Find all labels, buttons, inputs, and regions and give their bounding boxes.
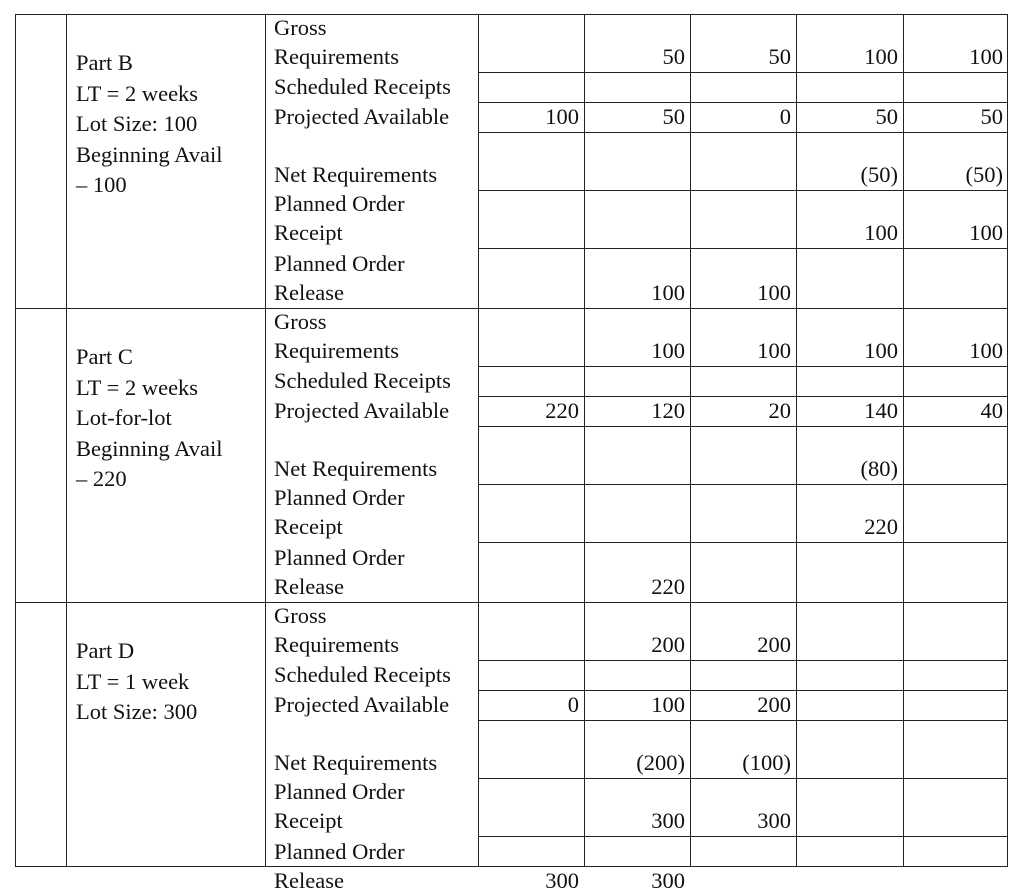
row-divider	[478, 132, 1008, 133]
row-label: Release	[274, 868, 344, 893]
cell-value: 300	[651, 808, 685, 833]
row-divider	[478, 248, 1008, 249]
cell-value: 50	[662, 104, 685, 129]
cell-value: 100	[969, 220, 1003, 245]
row-divider	[478, 778, 1008, 779]
part-info-line: Lot Size: 100	[76, 111, 198, 136]
cell-value: (80)	[860, 456, 898, 481]
row-label: Projected Available	[274, 104, 450, 129]
row-divider	[478, 426, 1008, 427]
row-label: Planned Order	[274, 251, 405, 276]
row-divider	[478, 836, 1008, 837]
cell-value: 0	[567, 692, 579, 717]
row-label: Net Requirements	[274, 456, 438, 481]
part-info-line: LT = 2 weeks	[76, 80, 199, 106]
row-label: Projected Available	[274, 398, 450, 423]
part-info-line: Beginning Avail	[76, 141, 223, 167]
part-info-line: Part B	[76, 50, 133, 75]
cell-value: 220	[651, 574, 685, 599]
table-border-top	[15, 14, 1008, 15]
cell-value: 200	[757, 632, 791, 657]
row-label: Net Requirements	[274, 750, 438, 775]
row-label: Release	[274, 574, 344, 599]
row-label: Requirements	[274, 632, 399, 657]
row-divider	[478, 660, 1008, 661]
cell-value: 300	[545, 868, 579, 893]
part-info-line: LT = 1 week	[76, 668, 190, 694]
cell-value: 140	[864, 398, 898, 423]
column-divider-period	[478, 14, 479, 867]
row-divider	[478, 720, 1008, 721]
column-divider-period	[903, 14, 904, 867]
cell-value: 100	[864, 220, 898, 245]
row-label: Projected Available	[274, 692, 450, 717]
cell-value: 100	[864, 44, 898, 69]
section-divider	[15, 308, 1008, 309]
column-divider-label	[265, 14, 266, 867]
row-divider	[478, 542, 1008, 543]
table-border-left	[15, 14, 16, 867]
cell-value: 50	[980, 104, 1003, 129]
row-label: Requirements	[274, 44, 399, 69]
cell-value: 100	[969, 338, 1003, 363]
cell-value: 0	[779, 104, 791, 129]
row-label: Planned Order	[274, 191, 405, 216]
cell-value: 50	[768, 44, 791, 69]
row-divider	[478, 366, 1008, 367]
row-label: Net Requirements	[274, 162, 438, 187]
cell-value: 220	[545, 398, 579, 423]
column-divider-period	[796, 14, 797, 867]
cell-value: 20	[768, 398, 791, 423]
row-label: Gross	[274, 309, 327, 334]
row-label: Planned Order	[274, 839, 405, 864]
row-divider	[478, 484, 1008, 485]
cell-value: 100	[651, 692, 685, 717]
cell-value: 300	[757, 808, 791, 833]
part-info-line: Part D	[76, 638, 135, 663]
column-divider-period	[584, 14, 585, 867]
table-border-right	[1007, 14, 1008, 867]
cell-value: 100	[545, 104, 579, 129]
cell-value: (50)	[860, 162, 898, 187]
row-label: Scheduled Receipts	[274, 662, 451, 687]
cell-value: 200	[651, 632, 685, 657]
row-label: Scheduled Receipts	[274, 74, 451, 99]
cell-value: 100	[864, 338, 898, 363]
cell-value: 220	[864, 514, 898, 539]
row-label: Receipt	[274, 220, 343, 245]
cell-value: 40	[980, 398, 1003, 423]
row-divider	[478, 190, 1008, 191]
cell-value: 100	[757, 338, 791, 363]
row-label: Receipt	[274, 514, 343, 539]
cell-value: (100)	[742, 750, 791, 775]
cell-value: 50	[875, 104, 898, 129]
row-label: Planned Order	[274, 779, 405, 804]
part-info-line: Part C	[76, 344, 133, 369]
column-divider-part	[66, 14, 67, 867]
row-label: Gross	[274, 15, 327, 40]
cell-value: 100	[969, 44, 1003, 69]
row-divider	[478, 72, 1008, 73]
cell-value: 100	[651, 280, 685, 305]
cell-value: (50)	[965, 162, 1003, 187]
part-info-line: LT = 2 weeks	[76, 374, 199, 400]
cell-value: (200)	[636, 750, 685, 775]
part-info-line: – 220	[76, 466, 127, 491]
row-label: Requirements	[274, 338, 399, 363]
part-info-line: – 100	[76, 172, 127, 197]
cell-value: 300	[651, 868, 685, 893]
row-label: Scheduled Receipts	[274, 368, 451, 393]
part-info-line: Beginning Avail	[76, 435, 223, 461]
cell-value: 100	[757, 280, 791, 305]
row-label: Planned Order	[274, 545, 405, 570]
cell-value: 100	[651, 338, 685, 363]
part-info-line: Lot-for-lot	[76, 405, 172, 430]
row-label: Planned Order	[274, 485, 405, 510]
column-divider-period	[690, 14, 691, 867]
section-divider	[15, 602, 1008, 603]
row-label: Gross	[274, 603, 327, 628]
cell-value: 120	[651, 398, 685, 423]
cell-value: 200	[757, 692, 791, 717]
cell-value: 50	[662, 44, 685, 69]
row-label: Receipt	[274, 808, 343, 833]
row-label: Release	[274, 280, 344, 305]
part-info-line: Lot Size: 300	[76, 699, 198, 724]
